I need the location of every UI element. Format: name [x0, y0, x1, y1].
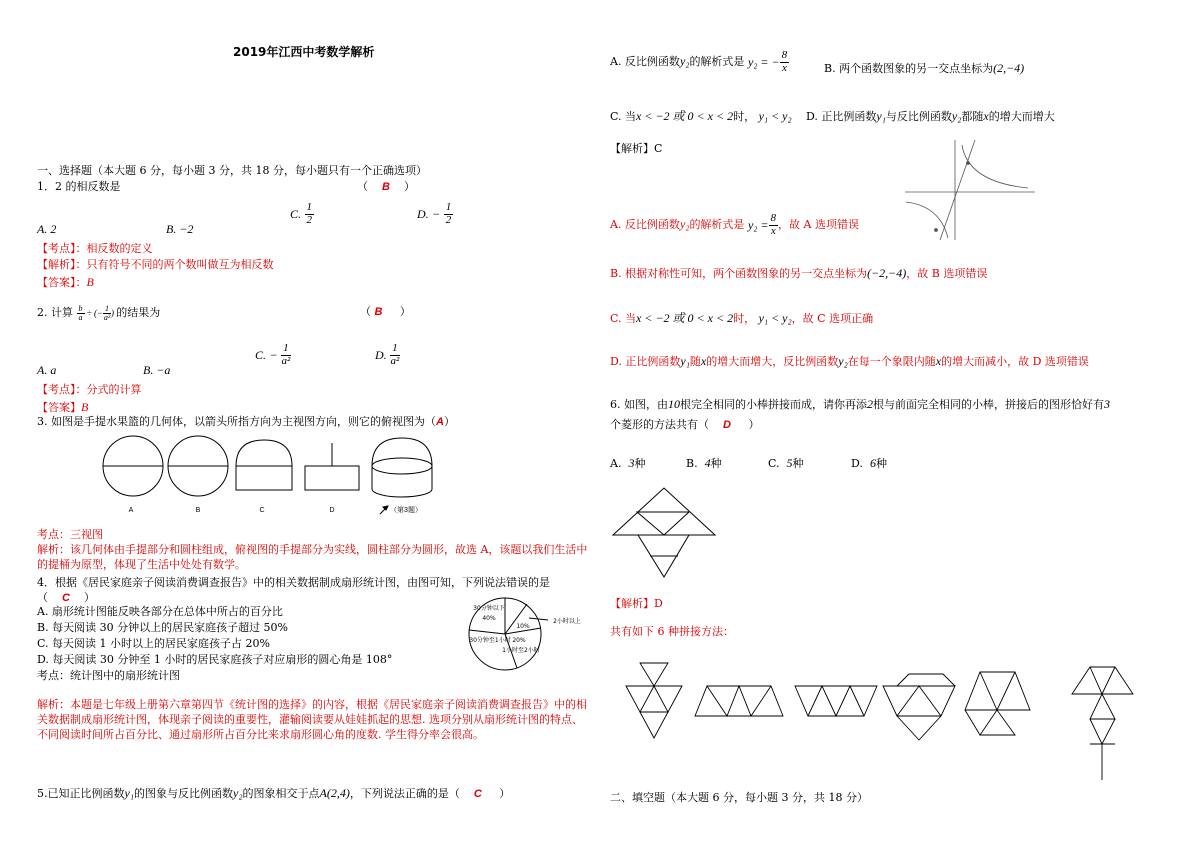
q4-option-a: A. 扇形统计图能反映各部分在总体中所占的百分比 [37, 605, 283, 618]
q5-option-d: D. 正比例函数y₁与反比例函数y₂都随x的增大而增大 [806, 109, 1055, 123]
pie-label-under-30min: 30分钟以下 [473, 605, 505, 612]
page-title: 2019年江西中考数学解析 [233, 45, 375, 59]
pie-label-40pct: 40% [482, 615, 496, 622]
q6-option-c: C. 5种 [768, 456, 804, 470]
q5-jiexi-answer: 【解析】C [610, 142, 663, 155]
q6-jiexi-answer: 【解析】D [610, 597, 663, 610]
pie-label-20pct: 20% [512, 637, 526, 644]
q2-daan: 【答案】B [37, 400, 89, 414]
q5-option-b: B. 两个函数图象的另一交点坐标为(2,−4) [824, 61, 1025, 75]
q3-jiexi: 解析：该几何体由手提部分和圆柱组成，俯视图的手提部分为实线，圆柱部分为圆形，故选 A，该题以我们生活中的提桶为原型，体现了生活中处处有数学。 [37, 543, 588, 571]
q5-answer: C [473, 788, 482, 800]
q4-jiexi: 解析：本题是七年级上册第六章第四节《统计图的选择》的内容，根据《居民家庭亲子阅读消费调查报告》中的相关数据制成扇形统计图，体现亲子阅读的重要性，灌输阅读要从娃娃抓起的思想. 选项分别从扇形统计图的特点、不同阅读时间所占百分比、通过扇形所占百分比来求扇形圆心角的度数. 学生得分率会很高。 [37, 698, 587, 741]
pie-label-30min-1h: 30分钟至1小时 [469, 637, 511, 644]
q4-option-b: B. 每天阅读 30 分钟以上的居民家庭孩子超过 50% [37, 621, 289, 634]
q1-answer: B [382, 181, 390, 193]
q2-kaodian: 【考点】：分式的计算 [37, 383, 142, 396]
q5-stem: 5.已知正比例函数y₁的图象与反比例函数y₂的图象相交于点A(2,4)，下列说法正确的是（ C ） [37, 786, 511, 800]
q5-option-a: A. 反比例函数y₂的解析式是 y₂ = − $\frac{8}{x}$ [610, 49, 788, 74]
q6-answer: D [723, 419, 731, 431]
q4-option-c: C. 每天阅读 1 小时以上的居民家庭孩子占 20% [37, 637, 270, 650]
q1-option-a: A. 2 [37, 222, 57, 236]
q3-stem: 3. 如图是手提水果篮的几何体，以箭头所指方向为主视图方向，则它的俯视图为（A） [37, 415, 455, 428]
q5-reason-c: C. 当x < −2 或 0 < x < 2时， y₁ < y₂，故 C 选项正确 [610, 311, 874, 325]
q1-answer-slot: （ B ） [357, 180, 415, 193]
q1-kaodian: 【考点】：相反数的定义 [37, 242, 153, 255]
q6-option-d: D. 6种 [851, 456, 887, 470]
q2-answer: B [374, 306, 383, 318]
q1-stem: 1．2 的相反数是 [37, 180, 121, 193]
q2-option-c: C. − $\frac{1}{\text{a²}}$ [255, 342, 291, 367]
q3-answer: A [436, 416, 444, 428]
section-2-heading: 二、填空题（本大题 6 分，每小题 3 分，共 18 分） [610, 791, 868, 804]
q6-stem-line2: 个菱形的方法共有（ D ） [610, 418, 760, 431]
q6-jiexi-line2: 共有如下 6 种拼接方法： [610, 625, 734, 638]
q4-answer: C [62, 591, 70, 604]
q3-figure-caption: （第3题） [390, 507, 422, 514]
q6-stem-line1: 6. 如图，由10根完全相同的小棒拼接而成，请你再添2根与前面完全相同的小棒，拼接后的图形恰好有3 [610, 397, 1110, 411]
pie-label-over-2h: 2小时以上 [553, 618, 581, 625]
q5-reason-a: A. 反比例函数y₂的解析式是 y₂ = $\frac{8}{x}$ ，故 A 选项错误 [610, 212, 859, 237]
q3-label-b: B [195, 507, 201, 514]
q1-option-c: C. $\frac{1}{2}$ [290, 201, 313, 226]
q4-kaodian: 考点：统计图中的扇形统计图 [37, 669, 180, 682]
q1-option-d: D. − $\frac{1}{2}$ [417, 201, 452, 226]
q1-daan: 【答案】：B [37, 275, 94, 289]
q6-option-b: B. 4种 [686, 456, 722, 470]
pie-label-10pct: 10% [516, 623, 530, 630]
q2-stem: 2. 计算 $\frac{b}{a}$ ÷ (− $\frac{1}{\text{a²}}$ ) 的结果为 [37, 304, 161, 323]
q2-option-d: D. $\frac{1}{\text{a²}}$ [375, 342, 400, 367]
q3-label-a: A [128, 507, 134, 514]
section-1-heading: 一、选择题（本大题 6 分，每小题 3 分，共 18 分，每小题只有一个正确选项） [37, 164, 427, 177]
q1-jiexi: 【解析】：只有符号不同的两个数叫做互为相反数 [37, 258, 274, 271]
q3-label-d: D [329, 507, 335, 514]
q6-option-a: A. 3种 [610, 456, 646, 470]
q2-option-a: A. a [37, 363, 57, 377]
q3-label-c: C [259, 507, 265, 514]
q1-option-b: B. −2 [166, 222, 194, 236]
pie-label-1h-2h: 1小时至2小时 [502, 647, 540, 654]
q3-kaodian: 考点：三视图 [37, 528, 103, 541]
q5-option-c: C. 当x < −2 或 0 < x < 2时， y₁ < y₂ [610, 109, 792, 123]
q4-stem: 4．根据《居民家庭亲子阅读消费调查报告》中的相关数据制成扇形统计图，由图可知，下列说法错误的是（ C ） [37, 576, 550, 604]
q5-reason-d: D. 正比例函数y₁随x的增大而增大，反比例函数y₂在每一个象限内随x的增大而减小，故 D 选项错误 [610, 354, 1089, 368]
q4-option-d: D. 每天阅读 30 分钟至 1 小时的居民家庭孩子对应扇形的圆心角是 108° [37, 653, 393, 666]
q2-option-b: B. −a [143, 363, 171, 377]
q5-reason-b: B. 根据对称性可知，两个函数图象的另一交点坐标为(−2,−4)，故 B 选项错误 [610, 266, 988, 280]
q2-expression: $\frac{b}{a}$ ÷ (− $\frac{1}{\text{a²}}$ ) [78, 304, 117, 323]
q2-answer-slot: （ B ） [360, 305, 411, 318]
